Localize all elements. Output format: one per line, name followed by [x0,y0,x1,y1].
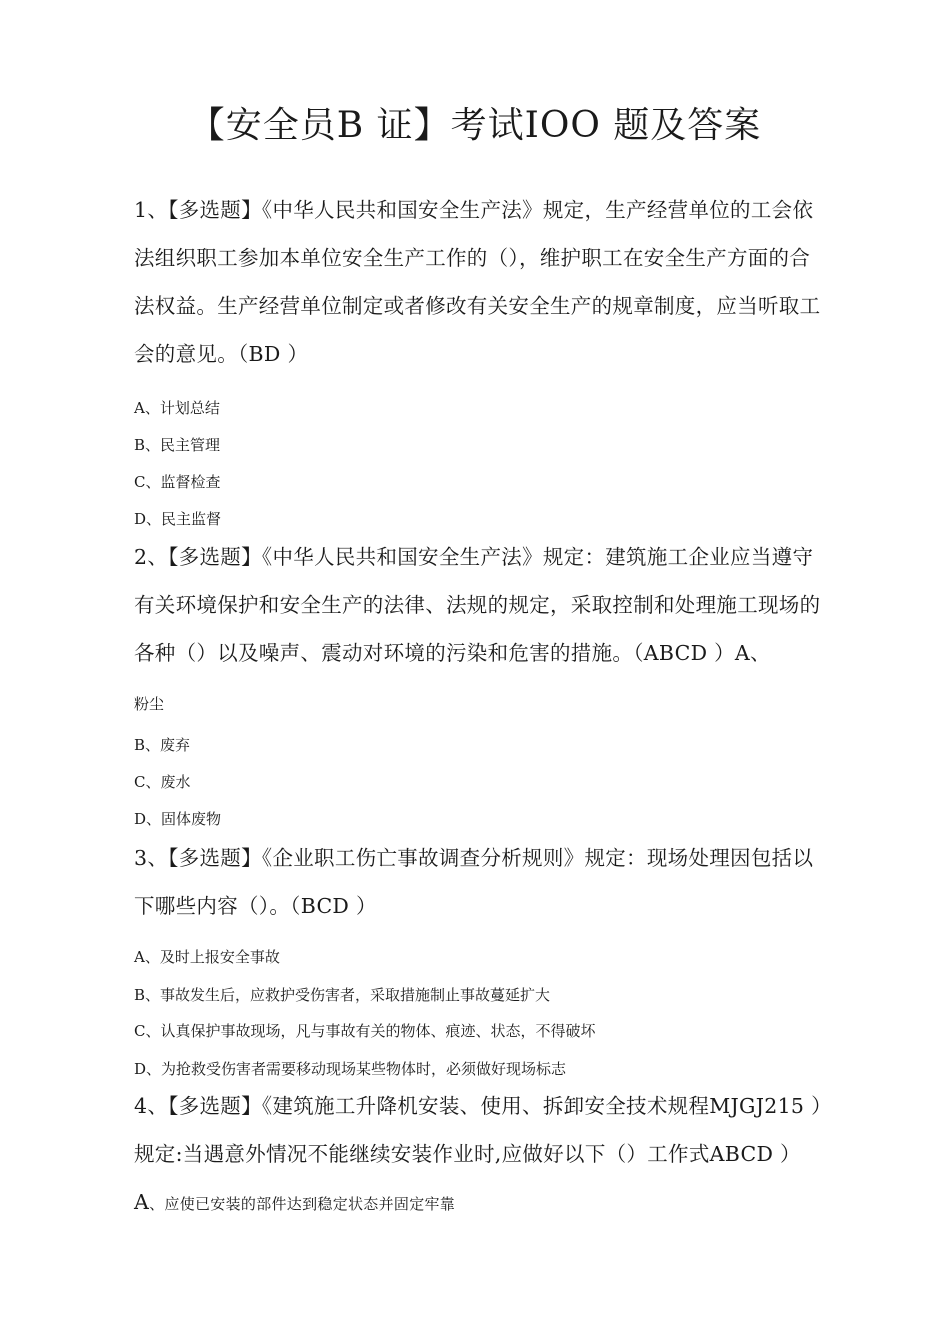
question-1-option-a: A、计划总结 [134,399,220,417]
question-1-text: 1、【多选题】《中华人民共和国安全生产法》规定，生产经营单位的工会依法组织职工参加本单位安全生产工作的（），维护职工在安全生产方面的合法权益。生产经营单位制定或者修改有关安全生产的规章制度，应当听取工会的意见。（BD ） [134,198,821,366]
question-1-option-c: C、监督检查 [134,473,221,491]
question-3-option-a: A、及时上报安全事故 [134,948,280,966]
question-2-option-b: B、废弃 [134,736,191,754]
question-4-option-a: 、应使已安装的部件达到稳定状态并固定牢靠 [149,1195,456,1213]
question-2-text: 2、【多选题】《中华人民共和国安全生产法》规定：建筑施工企业应当遵守有关环境保护和安全生产的法律、法规的规定，采取控制和处理施工现场的各种（）以及噪声、震动对环境的污染和危害的措施。（ABCD ）A、 [134,545,821,665]
document-title: 【安全员B 证】考试IOO 题及答案 [188,105,762,146]
question-2-option-a: 粉尘 [134,695,165,713]
question-1-option-d: D、民主监督 [134,510,222,528]
question-1-option-b: B、民主管理 [134,436,221,454]
question-4-stem: 4、【多选题】《建筑施工升降机安装、使用、拆卸安全技术规程MJGJ215 ）规定:当遇意外情况不能继续安装作业时,应做好以下（）工作式ABCD ）A [134,1094,822,1214]
question-3-option-c: C、认真保护事故现场，凡与事故有关的物体、痕迹、状态，不得破坏 [134,1022,596,1040]
question-3-text: 3、【多选题】《企业职工伤亡事故调查分析规则》规定：现场处理因包括以下哪些内容（）。（BCD ） [134,846,814,918]
question-2-option-c: C、废水 [134,773,191,791]
question-4-text [134,1082,824,1228]
question-3-option-d: D、为抢救受伤害者需要移动现场某些物体时，必须做好现场标志 [134,1060,567,1078]
question-2-option-d: D、固体废物 [134,810,222,828]
question-3-option-b: B、事故发生后，应救护受伤害者，采取措施制止事故蔓延扩大 [134,986,551,1004]
